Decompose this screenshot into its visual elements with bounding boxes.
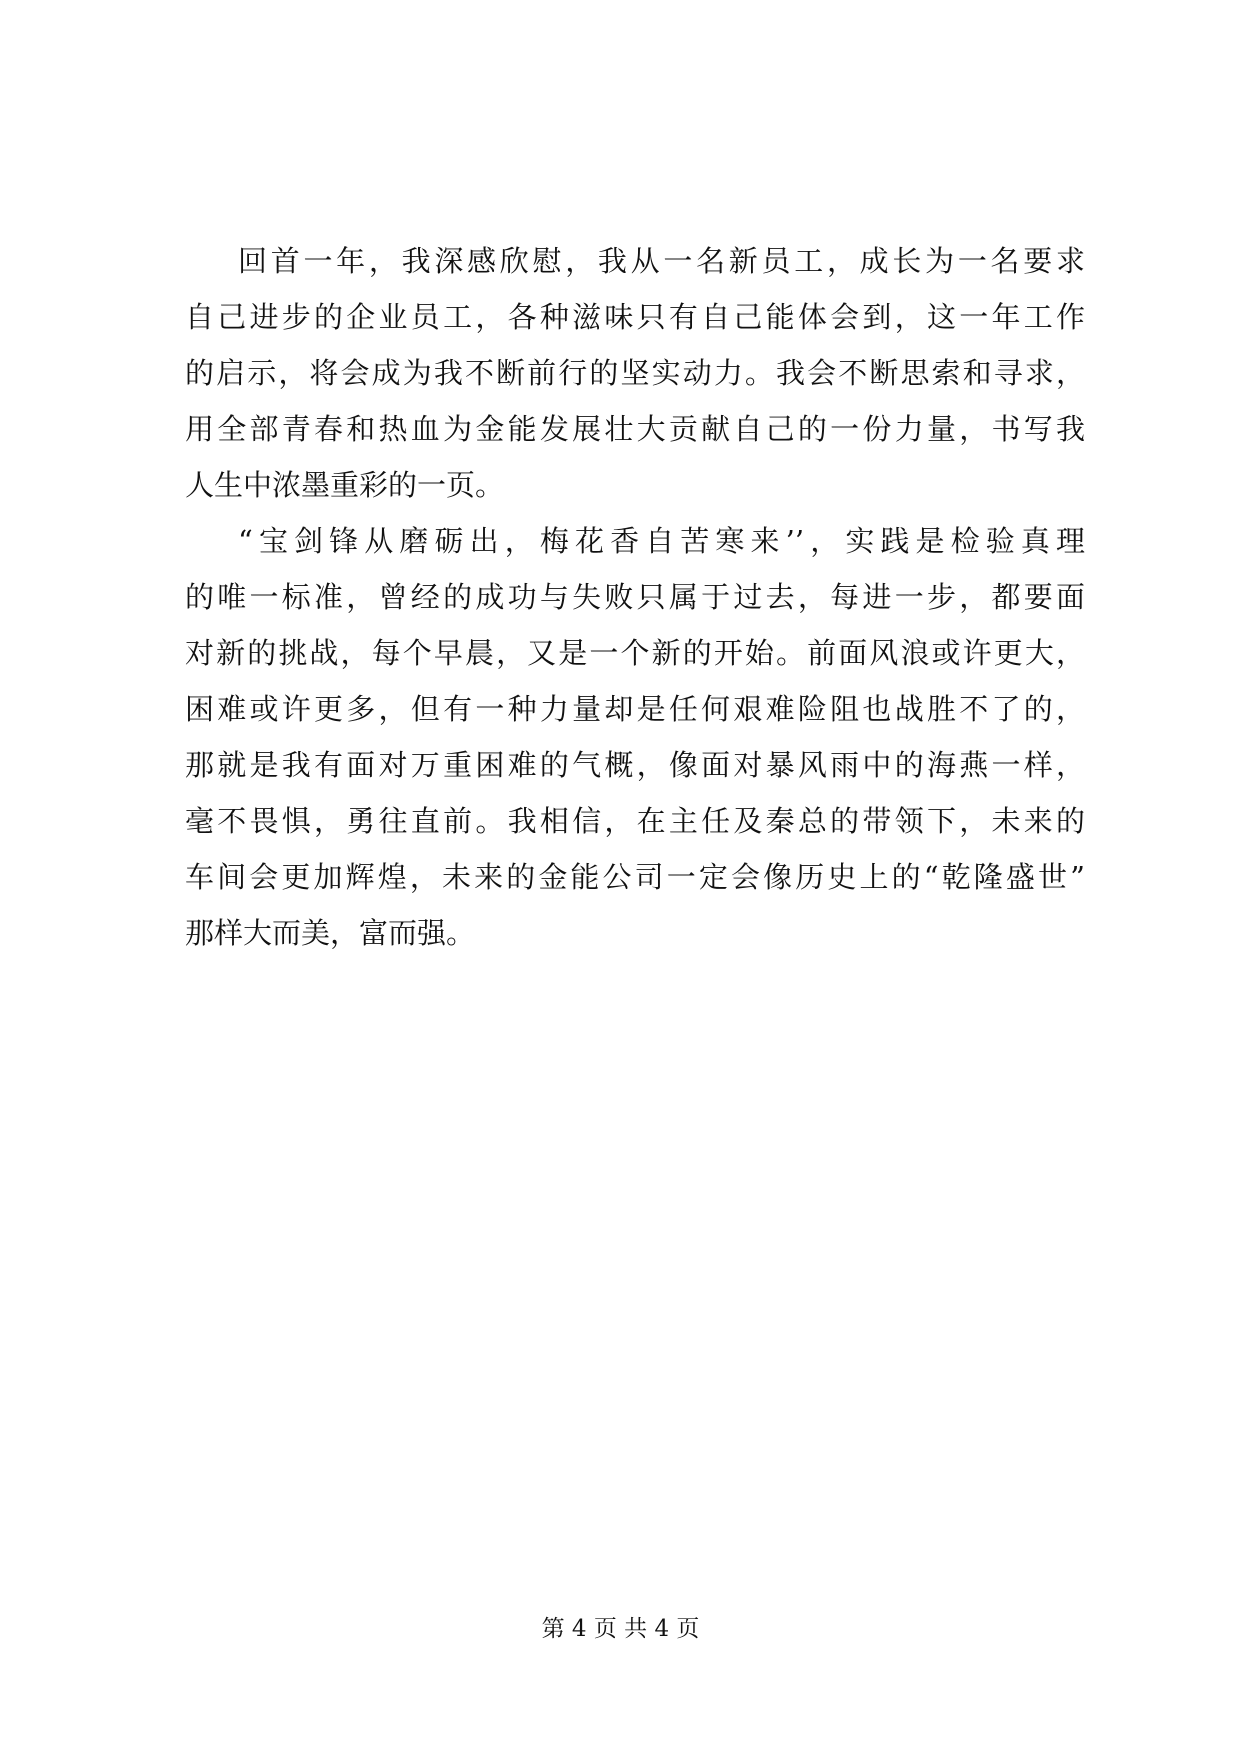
paragraph-line: 的启示，将会成为我不断前行的坚实动力。我会不断思索和寻求， (185, 356, 1085, 390)
paragraph-line: 那就是我有面对万重困难的气概，像面对暴风雨中的海燕一样， (185, 748, 1085, 782)
body-text (185, 233, 1085, 961)
paragraph-line: 的唯一标准，曾经的成功与失败只属于过去，每进一步，都要面 (185, 580, 1085, 614)
paragraph-line: 那样大而美，富而强。 (185, 916, 476, 950)
paragraph-1 (185, 233, 1085, 513)
page-number-footer: 第 4 页 共 4 页 (541, 1616, 700, 1642)
paragraph-line: “宝剑锋从磨砺出，梅花香自苦寒来’’，实践是检验真理 (238, 524, 1085, 558)
paragraph-line: 回首一年，我深感欣慰，我从一名新员工，成长为一名要求 (238, 244, 1085, 278)
paragraph-line: 用全部青春和热血为金能发展壮大贡献自己的一份力量，书写我 (185, 412, 1085, 446)
paragraph-line: 毫不畏惧，勇往直前。我相信，在主任及秦总的带领下，未来的 (185, 804, 1085, 838)
paragraph-line: 困难或许更多，但有一种力量却是任何艰难险阻也战胜不了的， (185, 692, 1085, 726)
paragraph-line: 车间会更加辉煌，未来的金能公司一定会像历史上的“乾隆盛世” (185, 860, 1085, 894)
paragraph-line: 自己进步的企业员工，各种滋味只有自己能体会到，这一年工作 (185, 300, 1085, 334)
paragraph-line: 人生中浓墨重彩的一页。 (185, 468, 505, 502)
paragraph-2 (185, 513, 1085, 961)
paragraph-line: 对新的挑战，每个早晨，又是一个新的开始。前面风浪或许更大， (185, 636, 1085, 670)
